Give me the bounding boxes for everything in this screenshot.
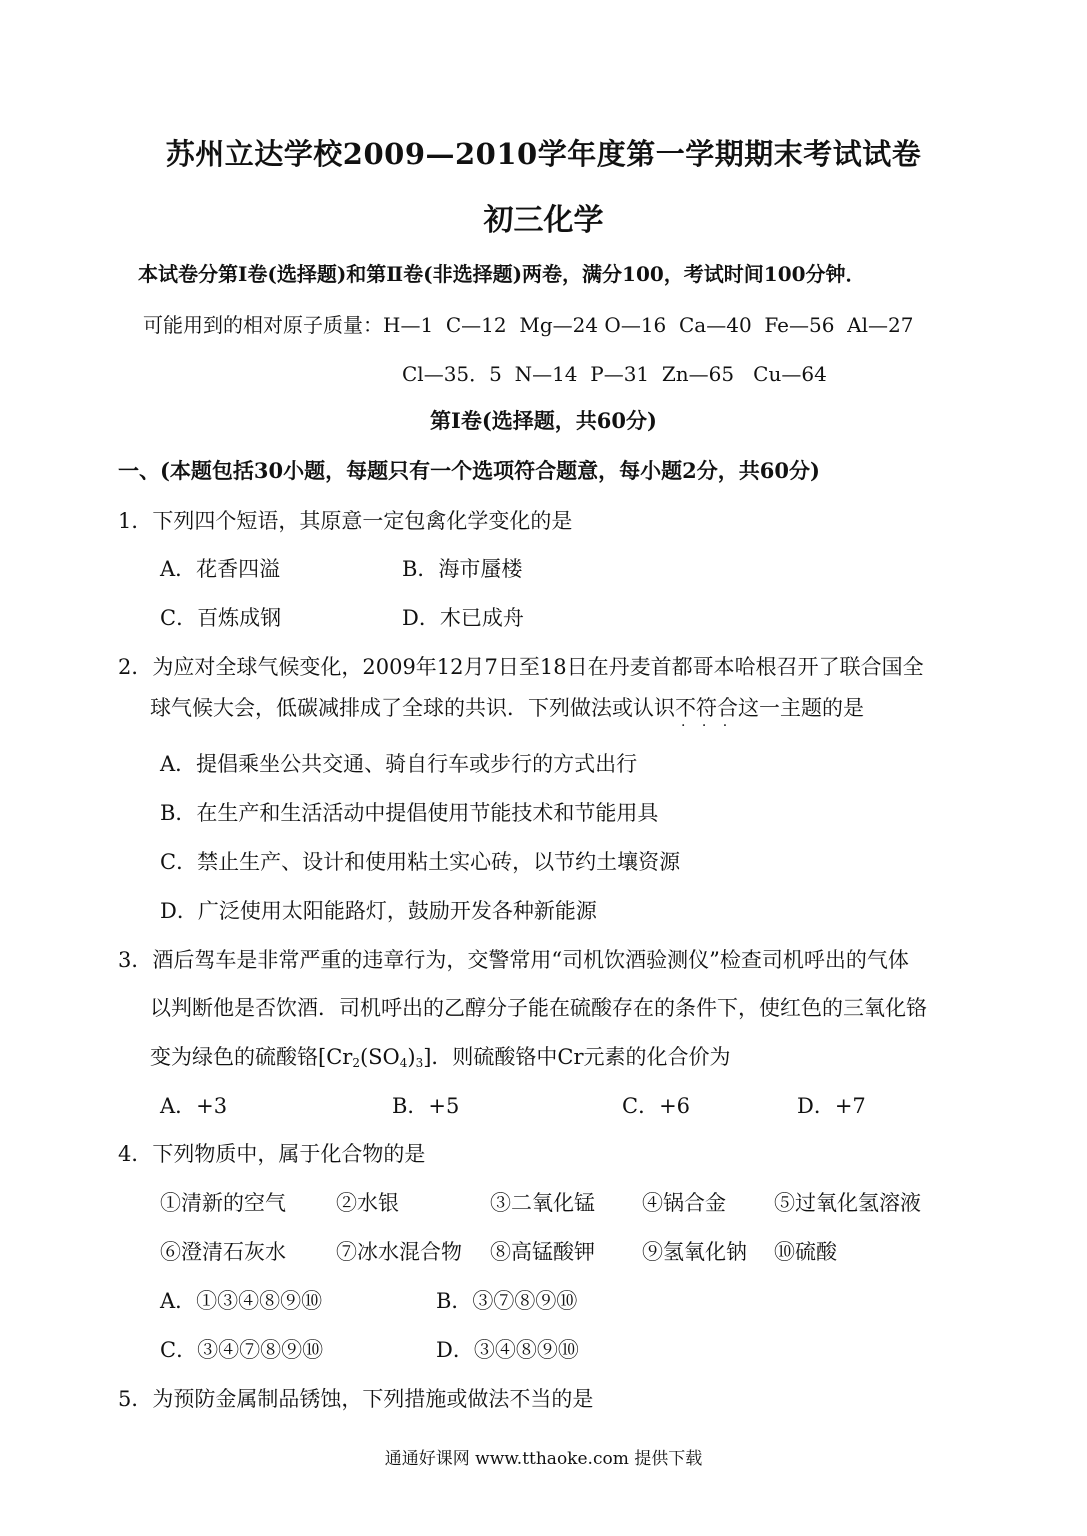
formula-subscript-3: 3 xyxy=(415,1056,424,1070)
question-1-option-b: B．海市蜃楼 xyxy=(402,557,523,581)
formula-text-a: 变为绿色的硫酸铬[Cr xyxy=(150,1045,353,1069)
question-4-item-3: ③二氧化锰 xyxy=(490,1191,595,1215)
exam-note: 本试卷分第Ⅰ卷(选择题)和第Ⅱ卷(非选择题)两卷，满分100，考试时间100分钟． xyxy=(138,262,866,286)
question-4-item-9: ⑨氢氧化钠 xyxy=(642,1240,747,1264)
atomic-mass-line-2: Cl—35．5 N—14 P—31 Zn—65 Cu—64 xyxy=(402,362,827,386)
question-2-option-c: C．禁止生产、设计和使用粘土实心砖，以节约土壤资源 xyxy=(160,850,681,874)
question-2-stem-text-b: 这一主题的是 xyxy=(738,696,864,720)
question-3-option-b: B．+5 xyxy=(392,1094,460,1118)
question-4-item-1: ①清新的空气 xyxy=(160,1191,286,1215)
formula-subscript-2: 4 xyxy=(399,1056,408,1070)
question-4-item-5: ⑤过氧化氢溶液 xyxy=(774,1191,921,1215)
question-5-stem: 5．为预防金属制品锈蚀，下列措施或做法不当的是 xyxy=(118,1387,594,1411)
question-4-item-6: ⑥澄清石灰水 xyxy=(160,1240,286,1264)
exam-subtitle: 初三化学 xyxy=(483,203,604,238)
atomic-mass-line-1: 可能用到的相对原子质量：H—1 C—12 Mg—24 O—16 Ca—40 Fe—56 Al—27 xyxy=(143,313,914,337)
question-1-option-a: A．花香四溢 xyxy=(160,557,281,581)
question-2-option-a: A．提倡乘坐公共交通、骑自行车或步行的方式出行 xyxy=(160,752,638,776)
question-3-stem-line-1: 3．酒后驾车是非常严重的违章行为，交警常用“司机饮酒验测仪”检查司机呼出的气体 xyxy=(118,948,909,972)
question-3-stem-line-3 xyxy=(150,1041,731,1071)
question-3-option-c: C．+6 xyxy=(622,1094,691,1118)
question-4-item-7: ⑦冰水混合物 xyxy=(336,1240,462,1264)
question-1-option-d: D．木已成舟 xyxy=(402,606,524,630)
section-title: 一、(本题包括30小题，每题只有一个选项符合题意，每小题2分，共60分) xyxy=(118,458,820,483)
question-2-stem-line-1: 2．为应对全球气候变化，2009年12月7日至18日在丹麦首都哥本哈根召开了联合国全 xyxy=(118,655,924,679)
question-4-option-c: C．③④⑦⑧⑨⑩ xyxy=(160,1338,324,1362)
question-3-option-d: D．+7 xyxy=(797,1094,866,1118)
formula-subscript-1: 2 xyxy=(352,1056,360,1070)
question-4-item-10: ⑩硫酸 xyxy=(774,1240,837,1264)
page-footer: 通通好课网 www.tthaoke.com 提供下载 xyxy=(384,1449,703,1469)
formula-text-c: ) xyxy=(407,1045,416,1069)
question-2-emphasis: 不符合 · · · xyxy=(675,696,738,720)
question-4-option-a: A．①③④⑧⑨⑩ xyxy=(160,1289,323,1313)
question-4-option-b: B．③⑦⑧⑨⑩ xyxy=(436,1289,578,1313)
question-1-option-c: C．百炼成钢 xyxy=(160,606,282,630)
question-2-option-b: B．在生产和生活活动中提倡使用节能技术和节能用具 xyxy=(160,801,659,825)
question-1-stem: 1．下列四个短语，其原意一定包禽化学变化的是 xyxy=(118,509,573,533)
question-2-option-d: D．广泛使用太阳能路灯，鼓励开发各种新能源 xyxy=(160,899,597,923)
question-4-item-2: ②水银 xyxy=(336,1191,399,1215)
formula-text-b: (SO xyxy=(359,1045,400,1069)
question-3-stem-line-2: 以判断他是否饮酒．司机呼出的乙醇分子能在硫酸存在的条件下，使红色的三氧化铬 xyxy=(150,996,927,1020)
volume-title: 第Ⅰ卷(选择题，共60分) xyxy=(430,408,657,433)
question-4-item-8: ⑧高锰酸钾 xyxy=(490,1240,595,1264)
question-2-stem-line-2 xyxy=(150,692,864,722)
exam-title: 苏州立达学校2009—2010学年度第一学期期末考试试卷 xyxy=(165,137,922,171)
question-4-item-4: ④锅合金 xyxy=(642,1191,726,1215)
question-4-stem: 4．下列物质中，属于化合物的是 xyxy=(118,1142,426,1166)
question-2-stem-text-a: 球气候大会，低碳减排成了全球的共识．下列做法或认识 xyxy=(150,696,675,720)
question-4-option-d: D．③④⑧⑨⑩ xyxy=(436,1338,579,1362)
question-3-option-a: A．+3 xyxy=(160,1094,228,1118)
formula-text-d: ]．则硫酸铬中Cr元素的化合价为 xyxy=(423,1045,731,1069)
